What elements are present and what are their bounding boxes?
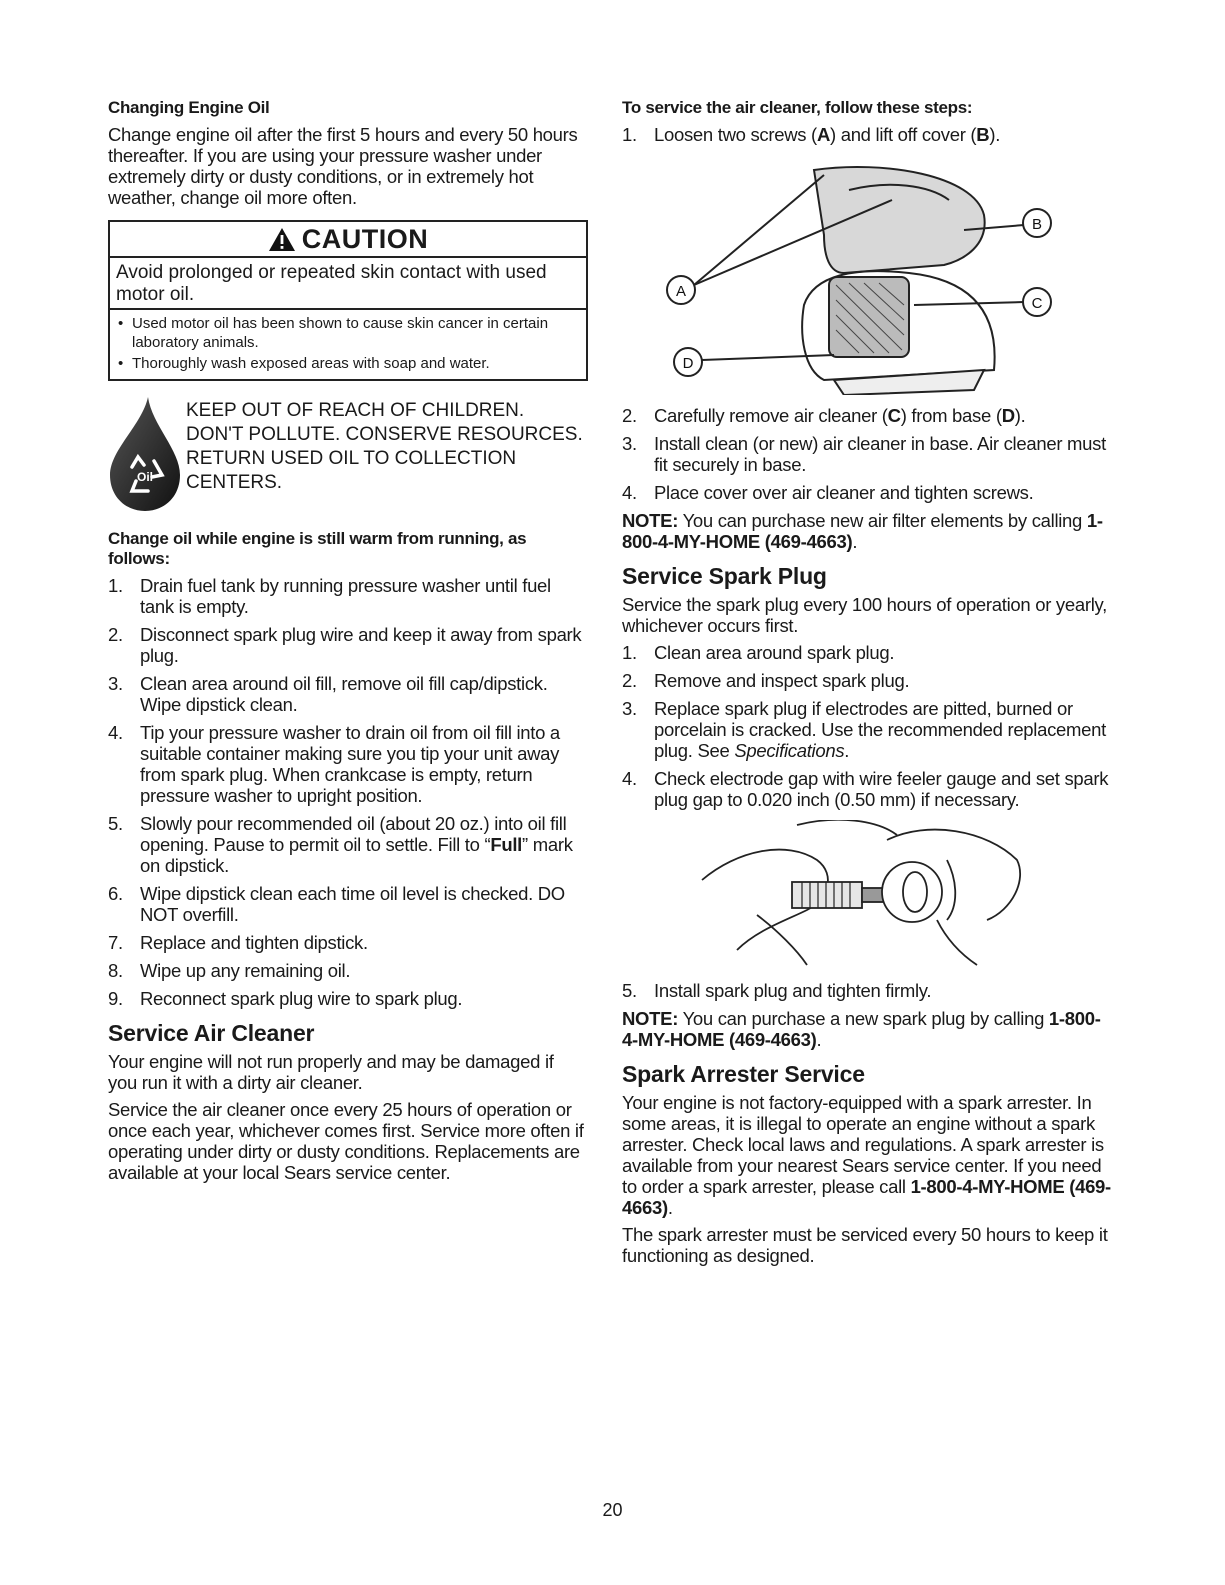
- phone-number: 1-800-4-MY-HOME (469-4663): [622, 510, 1103, 552]
- oil-change-steps: [108, 575, 586, 1009]
- spark-plug-steps: [622, 642, 1112, 810]
- phone-number: 1-800-4-MY-HOME (469-4663): [622, 1008, 1101, 1050]
- spark-plug-steps-b: [622, 980, 1112, 1001]
- step-number: 8.: [108, 960, 123, 981]
- list-item: [622, 698, 1112, 761]
- air-cleaner-diagram: [654, 155, 1054, 395]
- list-item: [622, 482, 1112, 503]
- list-item: [108, 813, 586, 876]
- step-text: Wipe up any remaining oil.: [140, 960, 351, 981]
- oil-notice-text: KEEP OUT OF REACH OF CHILDREN. DON'T POLLUTE. CONSERVE RESOURCES. RETURN USED OIL TO COLLECTION CENTERS.: [186, 400, 583, 493]
- spark-plug-note: NOTE: You can purchase a new spark plug by calling 1-800-4-MY-HOME (469-4663).: [622, 1008, 1101, 1050]
- air-cleaner-steps-a: [622, 124, 1112, 145]
- list-item: [622, 642, 1112, 663]
- list-item: [108, 988, 586, 1009]
- air-cleaner-heading: Service Air Cleaner: [108, 1020, 315, 1046]
- air-cleaner-steps-b: [622, 405, 1112, 503]
- list-item: [108, 883, 586, 925]
- callout-d: D: [682, 355, 694, 372]
- caution-bullet: • Thoroughly wash exposed areas with soap and water.: [116, 354, 580, 373]
- air-steps-heading: To service the air cleaner, follow these steps:: [622, 98, 973, 117]
- step-text: Replace spark plug if electrodes are pitted, burned or porcelain is cracked. Use the recommended replacement plug. See Specifications.: [654, 698, 1106, 761]
- list-item: [108, 673, 586, 715]
- callout-c: C: [1031, 295, 1043, 312]
- step-number: 4.: [622, 768, 637, 789]
- step-text: Wipe dipstick clean each time oil level is checked. DO NOT overfill.: [140, 883, 565, 925]
- right-column: [622, 98, 1112, 1272]
- caution-box: [108, 220, 588, 381]
- step-text: Tip your pressure washer to drain oil from oil fill into a suitable container making sure you tip your unit away from spark plug. When crankcase is empty, return pressure washer to upright position.: [140, 722, 560, 806]
- step-number: 4.: [108, 722, 123, 743]
- oil-recycle-drop-icon: [108, 395, 182, 513]
- page-number: 20: [602, 1500, 623, 1520]
- phone-number: 1-800-4-MY-HOME (469-4663): [622, 1176, 1111, 1218]
- step-text: Replace and tighten dipstick.: [140, 932, 368, 953]
- step-number: 6.: [108, 883, 123, 904]
- step-number: 2.: [622, 670, 637, 691]
- spark-plug-intro: Service the spark plug every 100 hours of operation or yearly, whichever occurs first.: [622, 594, 1107, 636]
- svg-text:Oil: Oil: [136, 470, 154, 484]
- list-item: [108, 932, 586, 953]
- changing-oil-heading: Changing Engine Oil: [108, 98, 270, 117]
- step-number: 5.: [108, 813, 123, 834]
- list-item: [108, 722, 586, 806]
- step-number: 9.: [108, 988, 123, 1009]
- step-number: 3.: [622, 433, 637, 454]
- spark-plug-heading: Service Spark Plug: [622, 563, 827, 589]
- step-number: 3.: [622, 698, 637, 719]
- list-item: [108, 624, 586, 666]
- spark-plug-gap-diagram: [697, 820, 1027, 970]
- step-number: 3.: [108, 673, 123, 694]
- caution-title: CAUTION: [301, 224, 429, 254]
- list-item: [622, 768, 1112, 810]
- list-item: [622, 433, 1112, 475]
- step-number: 1.: [108, 575, 123, 596]
- step-text: Disconnect spark plug wire and keep it away from spark plug.: [140, 624, 582, 666]
- step-text: Clean area around spark plug.: [654, 642, 895, 663]
- arrester-para-1: Your engine is not factory-equipped with a spark arrester. In some areas, it is illegal to operate an engine without a spark arrester. Check local laws and regulations. A spark arrester is available from your nearest Sears service center. If you need to order a spark arrester, please call 1-800-4-MY-HOME (469-4663).: [622, 1092, 1111, 1218]
- air-cleaner-para-2: Service the air cleaner once every 25 hours of operation or once each year, whichever comes first. Service more often if operating under dirty or dusty conditions. Replacements are available at your local Sears service center.: [108, 1099, 584, 1183]
- step-number: 5.: [622, 980, 637, 1001]
- callout-b: B: [1031, 216, 1043, 233]
- caution-header: [110, 222, 586, 258]
- step-number: 4.: [622, 482, 637, 503]
- warm-engine-heading: Change oil while engine is still warm from running, as follows:: [108, 529, 527, 568]
- step-number: 2.: [108, 624, 123, 645]
- caution-bullet: • Used motor oil has been shown to cause skin cancer in certain laboratory animals.: [116, 314, 580, 352]
- step-text: Clean area around oil fill, remove oil fill cap/dipstick. Wipe dipstick clean.: [140, 673, 548, 715]
- step-text: Remove and inspect spark plug.: [654, 670, 910, 691]
- callout-a: A: [675, 283, 687, 300]
- step-text: Slowly pour recommended oil (about 20 oz.) into oil fill opening. Pause to permit oil to settle. Fill to “Full” mark on dipstick.: [140, 813, 573, 876]
- step-number: 1.: [622, 124, 637, 145]
- step-text: Install spark plug and tighten firmly.: [654, 980, 932, 1001]
- arrester-heading: Spark Arrester Service: [622, 1061, 865, 1087]
- step-text: Carefully remove air cleaner (C) from base (D).: [654, 405, 1026, 426]
- step-text: Check electrode gap with wire feeler gauge and set spark plug gap to 0.020 inch (0.50 mm) if necessary.: [654, 768, 1109, 810]
- air-filter-note: NOTE: You can purchase new air filter elements by calling 1-800-4-MY-HOME (469-4663).: [622, 510, 1103, 552]
- list-item: [622, 670, 1112, 691]
- air-cleaner-para-1: Your engine will not run properly and may be damaged if you run it with a dirty air cleaner.: [108, 1051, 554, 1093]
- step-number: 2.: [622, 405, 637, 426]
- caution-main-text: Avoid prolonged or repeated skin contact with used motor oil.: [110, 258, 586, 310]
- list-item: [622, 405, 1112, 426]
- step-text: Place cover over air cleaner and tighten screws.: [654, 482, 1034, 503]
- step-text: Install clean (or new) air cleaner in base. Air cleaner must fit securely in base.: [654, 433, 1106, 475]
- list-item: [622, 124, 1112, 145]
- step-text: Loosen two screws (A) and lift off cover (B).: [654, 124, 1001, 145]
- changing-oil-intro: Change engine oil after the first 5 hours and every 50 hours thereafter. If you are using your pressure washer under extremely dirty or dusty conditions, or in extremely hot weather, change oil more often.: [108, 124, 578, 208]
- caution-bullets: [110, 310, 586, 379]
- step-number: 1.: [622, 642, 637, 663]
- step-text: Drain fuel tank by running pressure washer until fuel tank is empty.: [140, 575, 551, 617]
- list-item: [108, 575, 586, 617]
- step-number: 7.: [108, 932, 123, 953]
- list-item: [622, 980, 1112, 1001]
- warning-triangle-icon: [268, 227, 296, 252]
- arrester-para-2: The spark arrester must be serviced every 50 hours to keep it functioning as designed.: [622, 1224, 1108, 1266]
- list-item: [108, 960, 586, 981]
- step-text: Reconnect spark plug wire to spark plug.: [140, 988, 463, 1009]
- left-column: [108, 98, 586, 1189]
- full-mark-label: Full: [490, 834, 523, 855]
- oil-recycle-notice: [108, 395, 586, 513]
